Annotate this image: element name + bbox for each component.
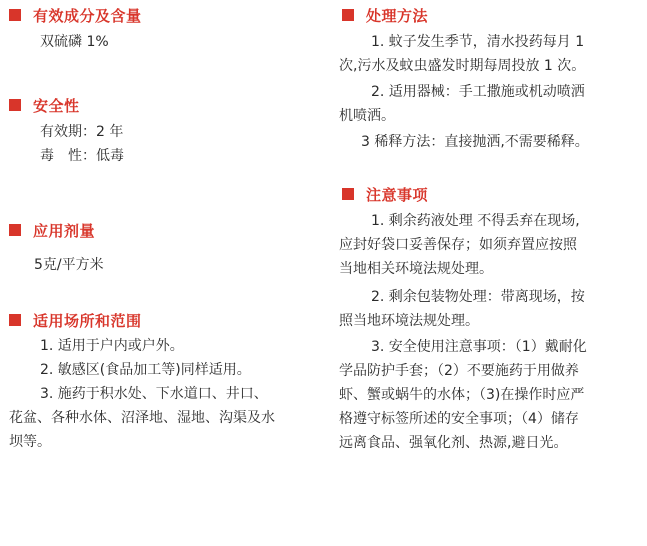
- scope-line-3: 3. 施药于积水处、下水道口、井口、: [40, 386, 268, 402]
- notes-line-2: 应封好袋口妥善保存；如须弃置应按照: [339, 237, 577, 253]
- scope-title: 适用场所和范围: [33, 311, 142, 330]
- method-line-4: 机喷洒。: [339, 108, 395, 124]
- square-bullet-icon: [9, 314, 21, 326]
- square-bullet-icon: [9, 224, 21, 236]
- shelf-life-line: 有效期：2 年: [40, 124, 124, 140]
- square-bullet-icon: [342, 9, 354, 21]
- square-bullet-icon: [342, 188, 354, 200]
- notes-line-6: 3. 安全使用注意事项：（1）戴耐化: [371, 339, 587, 355]
- dosage-heading: [0, 219, 95, 241]
- notes-line-1: 1. 剩余药液处理 不得丢弃在现场,: [371, 213, 580, 229]
- method-title: 处理方法: [366, 6, 429, 25]
- notes-heading: [333, 183, 428, 205]
- scope-line-1: 1. 适用于户内或户外。: [40, 338, 184, 354]
- notes-line-5: 照当地环境法规处理。: [339, 313, 479, 329]
- notes-line-3: 当地相关环境法规处理。: [339, 261, 493, 277]
- method-line-5: 3 稀释方法：直接抛洒,不需要稀释。: [361, 134, 589, 150]
- notes-line-7: 学品防护手套；（2）不要施药于用做养: [339, 363, 579, 379]
- notes-line-8: 虾、蟹或蜗牛的水体；（3)在操作时应严: [339, 387, 585, 403]
- scope-line-5: 坝等。: [9, 434, 51, 450]
- notes-line-10: 远离食品、强氧化剂、热源,避日光。: [339, 435, 568, 451]
- scope-line-4: 花盆、各种水体、沼泽地、湿地、沟渠及水: [9, 410, 275, 426]
- method-line-3: 2. 适用器械：手工撒施或机动喷洒: [371, 84, 585, 100]
- dosage-line: 5克/平方米: [34, 257, 104, 273]
- notes-title: 注意事项: [366, 185, 429, 204]
- ingredients-title: 有效成分及含量: [33, 6, 142, 25]
- method-line-2: 次,污水及蚊虫盛发时期每周投放 1 次。: [339, 58, 586, 74]
- method-heading: [333, 4, 428, 26]
- scope-line-2: 2. 敏感区(食品加工等)同样适用。: [40, 362, 251, 378]
- safety-title: 安全性: [33, 96, 80, 115]
- safety-heading: [0, 94, 80, 116]
- notes-line-4: 2. 剩余包装物处理：带离现场，按: [371, 289, 585, 305]
- notes-line-9: 格遵守标签所述的安全事项；（4）储存: [339, 411, 579, 427]
- dosage-title: 应用剂量: [33, 221, 96, 240]
- square-bullet-icon: [9, 99, 21, 111]
- scope-heading: [0, 309, 142, 331]
- toxicity-line: 毒 性：低毒: [40, 148, 124, 164]
- square-bullet-icon: [9, 9, 21, 21]
- ingredients-heading: [0, 4, 142, 26]
- method-line-1: 1. 蚊子发生季节，清水投药每月 1: [371, 34, 585, 50]
- ingredients-line: 双硫磷 1%: [40, 34, 109, 50]
